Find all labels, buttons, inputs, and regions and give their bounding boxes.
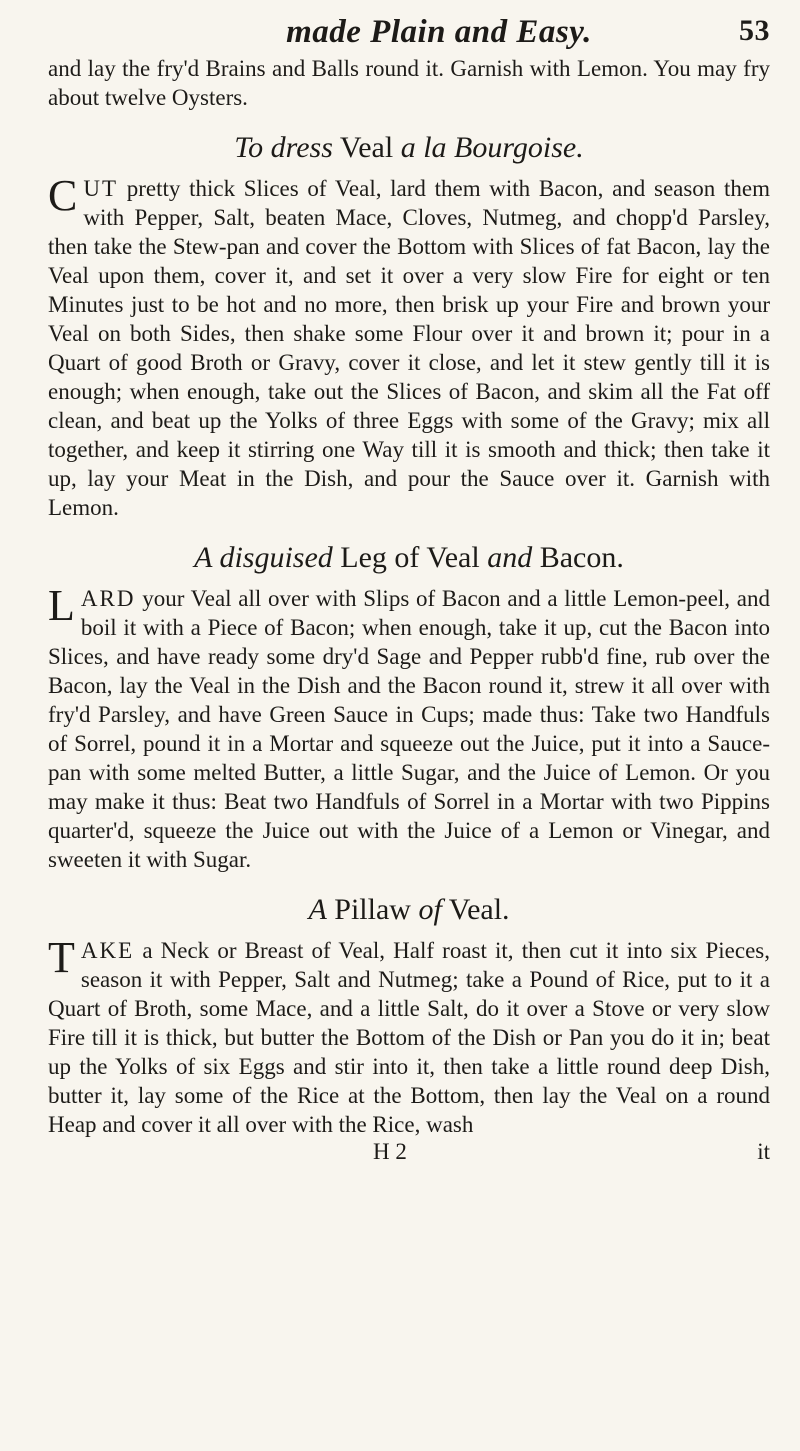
intro-paragraph: and lay the fry'd Brains and Balls round it. Garnish with Lemon. You may fry about twelve Oysters. [48,56,770,110]
title-part: Veal. [448,893,510,926]
page-number: 53 [739,14,770,47]
recipe-body-disguised-leg [48,581,771,874]
running-head-title: made Plain and Easy. [286,14,592,50]
recipe-body-veal-bourgoise [48,171,770,522]
recipe-title-veal-bourgoise [48,130,770,166]
title-part: Pillaw [334,893,411,926]
drop-cap: T [48,933,75,982]
book-page [48,14,770,1167]
recipe-text: a Neck or Breast of Veal, Half roast it, then cut it into six Pieces, season it with Pepper, Salt and Nutmeg; take a Pound of Rice, put to it a Quart of Broth, some Mace, and a little Salt, do it over a Stove or very slow Fire till it is thick, but butter the Bottom of the Dish or Pan you do it in; beat up the Yolks of six Eggs and stir into it, then take a little round deep Dish, butter it, lay some of the Rice at the Bottom, then lay the Veal on a round Heap and cover it all over with the Rice, wash [48,938,770,1137]
drop-cap: L [48,581,75,630]
catchword: it [757,1139,770,1164]
title-part: To dress [234,131,333,164]
title-part: Leg of Veal [340,541,480,574]
recipe-title-disguised-leg [48,540,770,576]
lead-word: ARD [80,586,136,611]
lead-word: AKE [80,938,135,963]
title-part: Veal [339,131,394,164]
title-part: and [487,541,533,574]
drop-cap: C [48,171,78,220]
recipe-title-pillaw [48,892,770,928]
title-part: a la Bourgoise. [400,131,584,164]
running-head [48,14,770,54]
title-part: of [418,893,442,926]
lead-word: UT [83,176,119,201]
title-part: A disguised [194,541,333,574]
recipe-body-pillaw [48,933,770,1139]
recipe-text: pretty thick Slices of Veal, lard them with Bacon, and season them with Pepper, Salt, beaten Mace, Cloves, Nutmeg, and chopp'd Parsley, then take the Stew-pan and cover the Bottom with Slices of fat Bacon, lay the Veal upon them, cover it, and set it over a very slow Fire for eight or ten Minutes just to be hot and no more, then brisk up your Fire and brown your Veal on both Sides, then shake some Flour over it and brown it; pour in a Quart of good Broth or Gravy, cover it close, and let it stew gently till it is enough; when enough, take out the Slices of Bacon, and skim all the Fat off clean, and beat up the Yolks of three Eggs with some of the Gravy; mix all together, and keep it stirring one Way till it is smooth and thick; then take it up, lay your Meat in the Dish, and pour the Sauce over it. Garnish with Lemon. [48,176,770,520]
title-part: A [308,893,327,926]
signature-mark: H 2 [373,1139,407,1164]
title-part: Bacon. [539,541,624,574]
recipe-text: your Veal all over with Slips of Bacon and a little Lemon-peel, and boil it with a Piece of Bacon; when enough, take it up, cut the Bacon into Slices, and have ready some dry'd Sage and Pepper rubb'd fine, rub over the Bacon, lay the Veal in the Dish and the Bacon round it, strew it all over with fry'd Parsley, and have Green Sauce in Cups; made thus: Take two Handfuls of Sorrel, pound it in a Mortar and squeeze out the Juice, put it into a Sauce-pan with some melted Butter, a little Sugar, and the Juice of Lemon. Or you may make it thus: Beat two Handfuls of Sorrel in a Mortar with two Pippins quarter'd, squeeze the Juice out with the Juice of a Lemon or Vinegar, and sweeten it with Sugar. [48,586,771,872]
page-footer [48,1139,770,1167]
